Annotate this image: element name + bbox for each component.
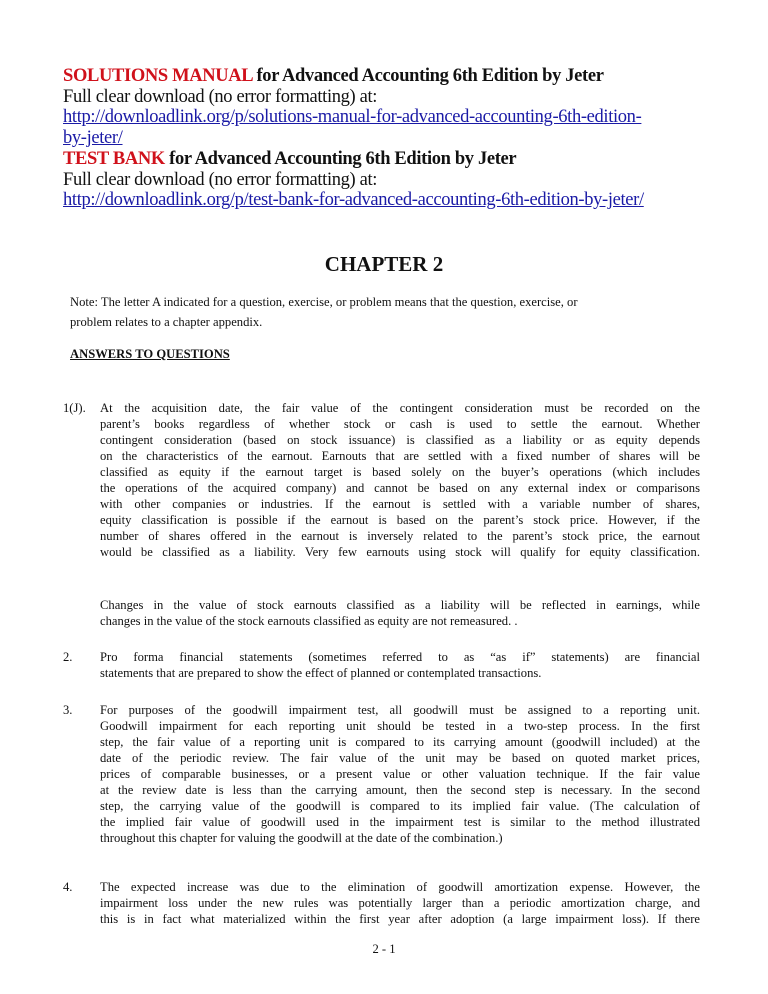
text-line: changes in the value of the stock earnouts classified as equity are not remeasured. .: [100, 614, 518, 628]
text-line: Goodwill impairment for each reporting unit should be tested in a two-step process. In the first: [100, 719, 700, 733]
text-line: classified as equity if the earnout target is based solely on the buyer’s operations (which includes: [100, 465, 700, 479]
answer-4: [63, 879, 700, 927]
text-line: equity classification is possible if the earnout is based on the parent’s stock price. However, if the: [100, 513, 700, 527]
text-line: The expected increase was due to the elimination of goodwill amortization expense. However, the: [100, 880, 700, 894]
note-line: Note: The letter A indicated for a question, exercise, or problem means that the question, exercise, or: [70, 295, 578, 309]
text-line: date of the periodic review. The fair value of the unit may be based on quoted market prices,: [100, 751, 700, 765]
text-line: prices of comparable businesses, or a present value or other valuation technique. If the fair value: [100, 767, 700, 781]
chapter-title: CHAPTER 2: [324, 252, 444, 276]
answer-number: 2.: [63, 650, 73, 664]
text-line: the implied fair value of goodwill used in the impairment test is similar to the method illustrated: [100, 815, 700, 829]
text-line: contingent consideration (based on stock issuance) is classified as a liability or as equity depends: [100, 433, 700, 447]
solutions-manual-link-cont[interactable]: by-jeter/: [63, 128, 123, 149]
text-line: step, the carrying value of the goodwill is compared to its implied fair value. (The calculation of: [100, 799, 700, 813]
text-line: number of shares offered in the earnout is inversely related to the parent’s stock price, the earnout: [100, 529, 700, 543]
text-line: the operations of the acquired company) and cannot be based on any external index or comparisons: [100, 481, 700, 495]
test-bank-download-text: Full clear download (no error formatting) at:: [63, 169, 378, 190]
text-line: At the acquisition date, the fair value of the contingent consideration must be recorded on the: [100, 401, 700, 415]
answer-number: 4.: [63, 880, 73, 894]
note-line: problem relates to a chapter appendix.: [70, 315, 263, 329]
solutions-manual-link[interactable]: http://downloadlink.org/p/solutions-manual-for-advanced-accounting-6th-edition-: [63, 107, 642, 128]
answer-number: 3.: [63, 703, 73, 717]
page-number: 2 - 1: [372, 942, 396, 956]
solutions-manual-label: SOLUTIONS MANUAL: [63, 66, 253, 86]
text-line: statements that are prepared to show the effect of planned or contemplated transactions.: [100, 666, 542, 680]
text-line: would be classified as a liability. Very few earnouts using stock will qualify for equity classification.: [100, 545, 700, 559]
test-bank-link[interactable]: http://downloadlink.org/p/test-bank-for-advanced-accounting-6th-edition-by-jeter/: [63, 190, 644, 211]
text-line: on the characteristics of the earnout. Earnouts that are settled with a fixed number of shares will be: [100, 449, 700, 463]
test-bank-title: [63, 149, 644, 170]
solutions-manual-book-title: for Advanced Accounting 6th Edition by Jeter: [252, 66, 604, 86]
text-line: parent’s books regardless of whether stock or cash is used to settle the earnout. Whether: [100, 417, 700, 431]
text-line: with other companies or industries. If the earnout is settled with a variable number of shares,: [100, 497, 700, 511]
text-line: this is in fact what materialized within the first year after adoption (a large impairment loss). If there: [100, 912, 700, 926]
answer-1-continued: [100, 597, 700, 629]
text-line: Changes in the value of stock earnouts classified as a liability will be reflected in earnings, while: [100, 598, 700, 612]
answer-1: [63, 400, 700, 560]
text-line: impairment loss under the new rules was potentially larger than a periodic amortization charge, and: [100, 896, 700, 910]
text-line: at the review date is less than the carrying amount, then the second step is necessary. In the second: [100, 783, 700, 797]
text-line: For purposes of the goodwill impairment test, all goodwill must be assigned to a reporting unit.: [100, 703, 700, 717]
test-bank-label: TEST BANK: [63, 148, 165, 169]
answer-3: [63, 702, 700, 846]
solutions-download-text: Full clear download (no error formatting) at:: [63, 86, 378, 107]
text-line: step, the fair value of a reporting unit is compared to its carrying amount (goodwill included) at the: [100, 735, 700, 749]
text-line: Pro forma financial statements (sometimes referred to as “as if” statements) are financial: [100, 650, 700, 664]
answer-2: [63, 649, 700, 681]
solutions-manual-title: [63, 66, 644, 87]
text-line: throughout this chapter for valuing the goodwill at the date of the combination.): [100, 831, 503, 845]
answer-number: 1(J).: [63, 401, 86, 415]
download-header: [63, 66, 644, 211]
section-heading: ANSWERS TO QUESTIONS: [70, 347, 230, 361]
appendix-note: [70, 292, 578, 332]
test-bank-book-title: for Advanced Accounting 6th Edition by Jeter: [164, 148, 517, 169]
